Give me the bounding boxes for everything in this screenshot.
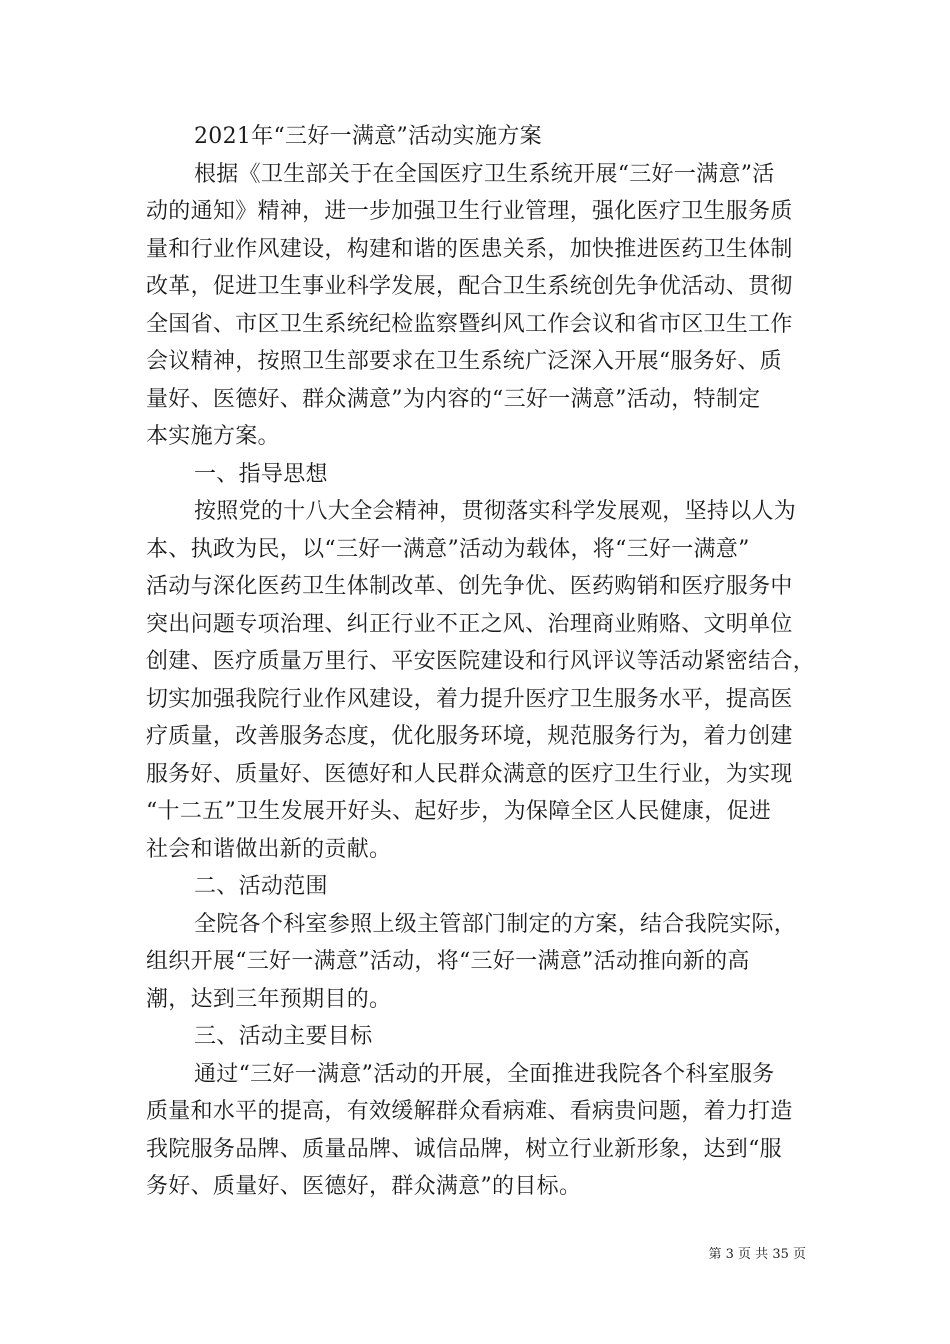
paragraph-line: 本、执政为民，以“三好一满意”活动为载体，将“三好一满意” [146, 536, 750, 562]
paragraph-line: 突出问题专项治理、纠正行业不正之风、治理商业贿赂、文明单位 [146, 611, 793, 637]
paragraph-line: 活动与深化医药卫生体制改革、创先争优、医药购销和医疗服务中 [146, 574, 793, 599]
paragraph-line: 切实加强我院行业作风建设，着力提升医疗卫生服务水平，提高医 [146, 686, 793, 712]
paragraph-line: 我院服务品牌、质量品牌、诚信品牌，树立行业新形象，达到“服 [146, 1136, 782, 1162]
section-heading-guiding-ideology: 一、指导思想 [194, 461, 328, 487]
paragraph-line: 量和行业作风建设，构建和谐的医患关系，加快推进医药卫生体制 [146, 236, 793, 262]
page-number-footer: 第 3 页 共 35 页 [708, 1247, 806, 1262]
paragraph-line: 动的通知》精神，进一步加强卫生行业管理，强化医疗卫生服务质 [146, 199, 793, 224]
paragraph-line: 改革，促进卫生事业科学发展，配合卫生系统创先争优活动、贯彻 [146, 274, 793, 299]
paragraph-line: 全国省、市区卫生系统纪检监察暨纠风工作会议和省市区卫生工作 [146, 311, 793, 337]
paragraph-main-goals [146, 1056, 812, 1206]
paragraph-activity-scope [146, 906, 812, 1019]
paragraph-line: 创建、医疗质量万里行、平安医院建设和行风评议等活动紧密结合， [146, 649, 816, 674]
paragraph-line: 质量和水平的提高，有效缓解群众看病难、看病贵问题，着力打造 [146, 1099, 793, 1124]
paragraph-intro [146, 156, 812, 456]
paragraph-guiding-ideology [146, 493, 816, 868]
paragraph-line: 服务好、质量好、医德好和人民群众满意的医疗卫生行业，为实现 [146, 761, 793, 787]
section-heading-main-goals: 三、活动主要目标 [194, 1024, 373, 1049]
paragraph-line: 务好、质量好、医德好，群众满意”的目标。 [146, 1174, 582, 1199]
paragraph-line: 疗质量，改善服务态度，优化服务环境，规范服务行为，着力创建 [146, 724, 793, 749]
paragraph-line: 组织开展“三好一满意”活动，将“三好一满意”活动推向新的高 [146, 949, 750, 974]
paragraph-line: 通过“三好一满意”活动的开展，全面推进我院各个科室服务 [194, 1061, 775, 1087]
paragraph-line: 量好、医德好、群众满意”为内容的“三好一满意”活动，特制定 [146, 386, 761, 412]
paragraph-line: 按照党的十八大全会精神，贯彻落实科学发展观，坚持以人为 [194, 499, 797, 524]
paragraph-line: 全院各个科室参照上级主管部门制定的方案，结合我院实际， [194, 911, 797, 937]
paragraph-line: 会议精神，按照卫生部要求在卫生系统广泛深入开展“服务好、质 [146, 349, 782, 374]
paragraph-line: “十二五”卫生发展开好头、起好步，为保障全区人民健康，促进 [146, 799, 772, 824]
paragraph-line: 本实施方案。 [146, 424, 280, 449]
document-body [146, 118, 816, 1206]
paragraph-line: 根据《卫生部关于在全国医疗卫生系统开展“三好一满意”活 [194, 161, 775, 187]
paragraph-line: 社会和谐做出新的贡献。 [146, 836, 392, 862]
document-title: 2021年“三好一满意”活动实施方案 [194, 124, 542, 149]
section-heading-activity-scope: 二、活动范围 [194, 874, 328, 899]
paragraph-line: 潮，达到三年预期目的。 [146, 986, 392, 1012]
